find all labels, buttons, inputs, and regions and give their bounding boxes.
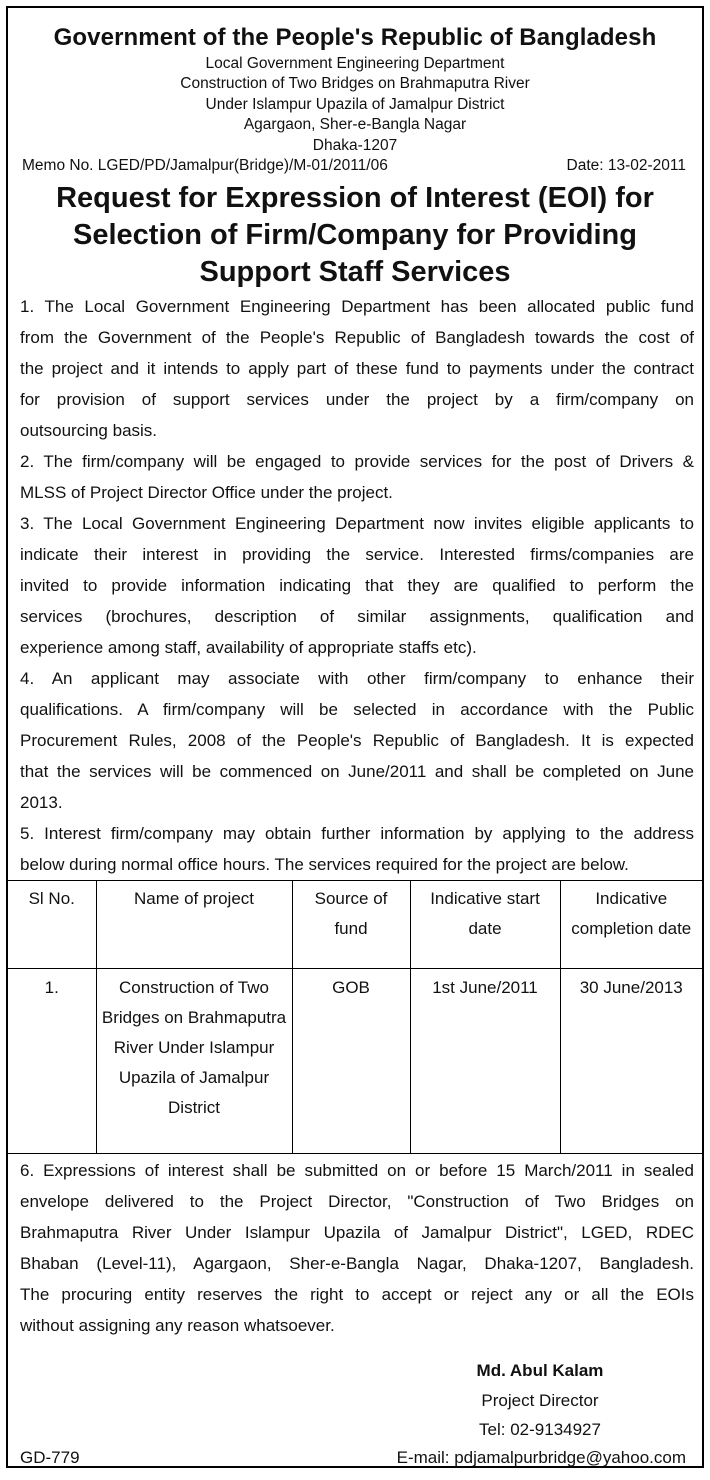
text-line: 4. An applicant may associate with other firm/company to enhance their	[20, 669, 694, 689]
text-line: that the services will be commenced on June/2011 and shall be completed on June	[20, 762, 694, 782]
city-line: Dhaka-1207	[312, 136, 398, 154]
text-line: MLSS of Project Director Office under the project.	[20, 483, 393, 503]
department-address-block	[8, 54, 702, 156]
signatory-name: Md. Abul Kalam	[476, 1361, 604, 1380]
eoi-headline	[8, 180, 702, 291]
headline-line: Request for Expression of Interest (EOI) for	[56, 182, 654, 215]
text-line: 2. The firm/company will be engaged to provide services for the post of Drivers &	[20, 452, 694, 472]
signatory-designation: Project Director	[481, 1390, 599, 1410]
project-line: Construction of Two Bridges on Brahmaputra River	[180, 75, 530, 93]
text-line: from the Government of the People's Republic of Bangladesh towards the cost of	[20, 328, 694, 348]
table-row	[8, 969, 702, 1154]
text-line: experience among staff, availability of appropriate staffs etc).	[20, 638, 477, 658]
signatory-telephone: Tel: 02-9134927	[479, 1420, 601, 1439]
headline-line: Selection of Firm/Company for Providing	[73, 219, 637, 252]
paragraph-1	[8, 291, 702, 446]
paragraph-3	[8, 508, 702, 663]
column-header-sl-no: Sl No.	[8, 881, 96, 969]
memo-row	[8, 156, 702, 176]
column-header-project-name: Name of project	[96, 881, 292, 969]
advertisement-page	[6, 6, 704, 1468]
text-line: qualifications. A firm/company will be selected in accordance with the Public	[20, 700, 694, 720]
text-line: envelope delivered to the Project Director, "Construction of Two Bridges on	[20, 1192, 694, 1212]
footer-row	[20, 1448, 686, 1468]
paragraph-2	[8, 446, 702, 508]
text-line: outsourcing basis.	[20, 421, 158, 441]
text-line: without assigning any reason whatsoever.	[20, 1316, 335, 1336]
headline-line: Support Staff Services	[199, 256, 511, 289]
cell-start-date: 1st June/2011	[410, 969, 560, 1154]
text-line: indicate their interest in providing the service. Interested firms/companies are	[20, 545, 694, 565]
column-header-completion-date: Indicative completion date	[560, 881, 702, 969]
text-line: 3. The Local Government Engineering Department now invites eligible applicants to	[20, 514, 694, 534]
cell-project-name: Construction of Two Bridges on Brahmaputra River Under Islampur Upazila of Jamalpur District	[96, 969, 292, 1154]
text-line: below during normal office hours. The services required for the project are below.	[20, 855, 629, 875]
text-line: 2013.	[20, 793, 63, 813]
paragraph-6	[8, 1155, 702, 1341]
column-header-start-date: Indicative start date	[410, 881, 560, 969]
column-header-source-of-fund: Source of fund	[292, 881, 410, 969]
government-title: Government of the People's Republic of Bangladesh	[53, 24, 657, 51]
text-line: 6. Expressions of interest shall be submitted on or before 15 March/2011 in sealed	[20, 1161, 694, 1181]
text-line: 1. The Local Government Engineering Department has been allocated public fund	[20, 297, 694, 317]
department-line: Local Government Engineering Department	[205, 55, 505, 72]
address-line: Agargaon, Sher-e-Bangla Nagar	[243, 116, 467, 134]
paragraph-4	[8, 663, 702, 818]
text-line: The procuring entity reserves the right to accept or reject any or all the EOIs	[20, 1285, 694, 1305]
text-line: Bhaban (Level-11), Agargaon, Sher-e-Bangla Nagar, Dhaka-1207, Bangladesh.	[20, 1254, 694, 1274]
text-line: Procurement Rules, 2008 of the People's Republic of Bangladesh. It is expected	[20, 731, 694, 751]
text-line: the project and it intends to apply part of these fund to payments under the contract	[20, 359, 694, 379]
cell-completion-date: 30 June/2013	[560, 969, 702, 1154]
table-header-row	[8, 881, 702, 969]
text-line: for provision of support services under the project by a firm/company on	[20, 390, 694, 410]
signatory-email: E-mail: pdjamalpurbridge@yahoo.com	[396, 1448, 686, 1467]
cell-sl-no: 1.	[8, 969, 96, 1154]
memo-number: Memo No. LGED/PD/Jamalpur(Bridge)/M-01/2011/06	[22, 157, 388, 175]
text-line: services (brochures, description of similar assignments, qualification and	[20, 607, 694, 627]
text-line: invited to provide information indicating that they are qualified to perform the	[20, 576, 694, 596]
cell-source-of-fund: GOB	[292, 969, 410, 1154]
project-table	[8, 880, 702, 1154]
paragraph-5	[8, 818, 702, 880]
text-line: Brahmaputra River Under Islampur Upazila of Jamalpur District", LGED, RDEC	[20, 1223, 694, 1243]
gd-code: GD-779	[20, 1448, 80, 1467]
memo-date: Date: 13-02-2011	[566, 157, 686, 175]
text-line: 5. Interest firm/company may obtain further information by applying to the address	[20, 824, 694, 844]
signature-block	[8, 1356, 702, 1445]
upazila-line: Under Islampur Upazila of Jamalpur District	[205, 95, 505, 113]
